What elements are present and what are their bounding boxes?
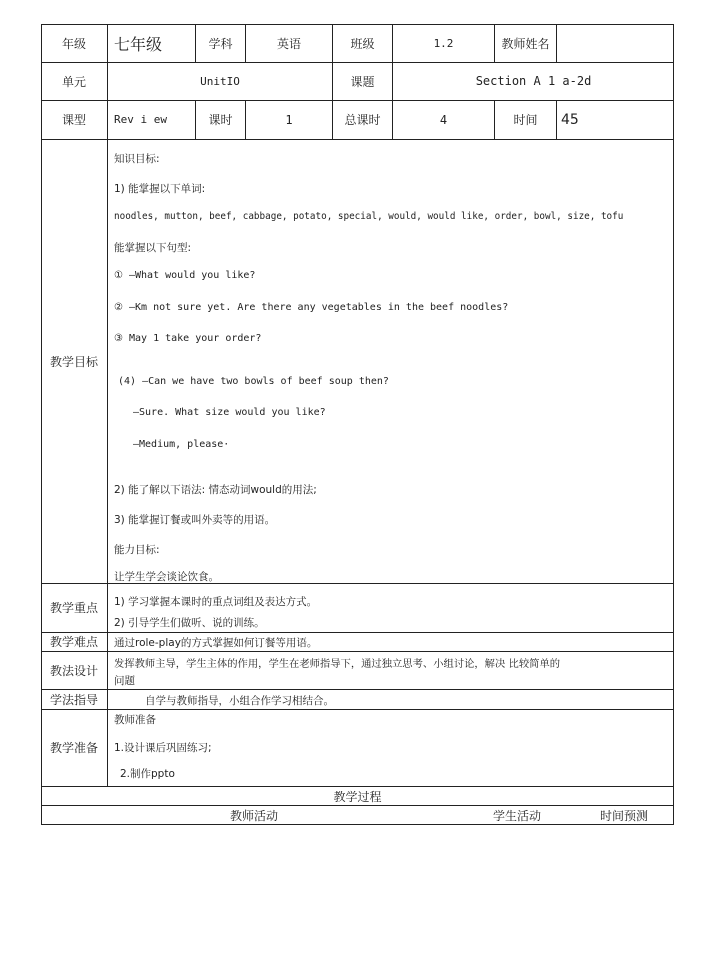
row-divider [41, 689, 674, 690]
objective-line: ③ May 1 take your order? [114, 333, 262, 344]
objective-line: 让学生学会谈论饮食。 [114, 571, 219, 583]
time-estimate-header: 时间预测 [600, 808, 649, 823]
objective-line: —Sure. What size would you like? [133, 407, 326, 418]
topic-label: 课题 [350, 74, 375, 89]
study-guide-label: 学法指导 [49, 692, 98, 707]
teacher-value [557, 24, 674, 62]
process-title: 教学过程 [333, 789, 382, 804]
student-activity-header: 学生活动 [493, 808, 542, 823]
preparation-line: 2.制作ppto [120, 768, 175, 780]
type-value: Rev i ew [114, 113, 167, 126]
subject-label: 学科 [208, 36, 233, 51]
objective-line: 2) 能了解以下语法: 情态动词would的用法; [114, 484, 317, 496]
unit-label: 单元 [61, 74, 86, 89]
subject-value: 英语 [276, 36, 301, 51]
difficulties-text: 通过role-play的方式掌握如何订餐等用语。 [114, 637, 318, 649]
method-label: 教法设计 [49, 663, 98, 678]
row-divider [41, 632, 674, 633]
study-guide-text: 自学与教师指导，小组合作学习相结合。 [145, 695, 334, 707]
row-divider [41, 651, 674, 652]
total-value: 4 [439, 112, 448, 127]
grade-label: 年级 [61, 36, 86, 51]
class-label: 班级 [350, 36, 375, 51]
row-divider [41, 805, 674, 806]
class-value: 1.2 [433, 36, 454, 50]
objective-line: ① —What would you like? [114, 270, 256, 281]
objective-line: ② —Km not sure yet. Are there any vegetables in the beef noodles? [114, 302, 509, 313]
objective-line: 3) 能掌握订餐或叫外卖等的用语。 [114, 514, 276, 526]
objectives-label: 教学目标 [49, 354, 98, 369]
objective-line: 能掌握以下句型: [114, 242, 192, 254]
hour-label: 课时 [208, 113, 233, 127]
objective-line: —Medium, please· [133, 439, 230, 450]
time-value: 45 [561, 111, 579, 128]
method-line: 问题 [114, 675, 135, 687]
total-label: 总课时 [344, 113, 381, 127]
objective-line: 能力目标: [114, 544, 160, 556]
type-label: 课型 [61, 113, 86, 127]
teacher-activity-header: 教师活动 [230, 808, 279, 823]
objective-line: 知识目标: [114, 153, 160, 165]
objective-line: (4) —Can we have two bowls of beef soup then? [118, 376, 389, 387]
difficulties-label: 教学难点 [49, 635, 98, 649]
objective-line: noodles, mutton, beef, cabbage, potato, special, would, would like, order, bowl, size, tofu [114, 211, 624, 222]
time-label: 时间 [513, 113, 538, 127]
preparation-line: 1.设计课后巩固练习; [114, 742, 212, 754]
key-point-line: 1) 学习掌握本课时的重点词组及表达方式。 [114, 596, 318, 608]
row-divider [41, 139, 674, 140]
key-point-line: 2) 引导学生们做听、说的训练。 [114, 617, 265, 629]
row-divider [41, 709, 674, 710]
objective-line: 1) 能掌握以下单词: [114, 183, 206, 195]
hour-value: 1 [285, 112, 293, 127]
grade-value: 七年级 [114, 34, 163, 54]
teacher-label: 教师姓名 [501, 36, 550, 51]
unit-value: UnitIO [200, 74, 240, 88]
preparation-label: 教学准备 [49, 741, 98, 755]
preparation-line: 教师准备 [114, 714, 156, 726]
lesson-plan-table [41, 24, 674, 825]
key-points-label: 教学重点 [49, 601, 98, 615]
topic-value: Section A 1 a-2d [475, 74, 592, 88]
method-line: 发挥教师主导，学生主体的作用，学生在老师指导下，通过独立思考、小组讨论，解决 比较简单的 [114, 658, 561, 670]
